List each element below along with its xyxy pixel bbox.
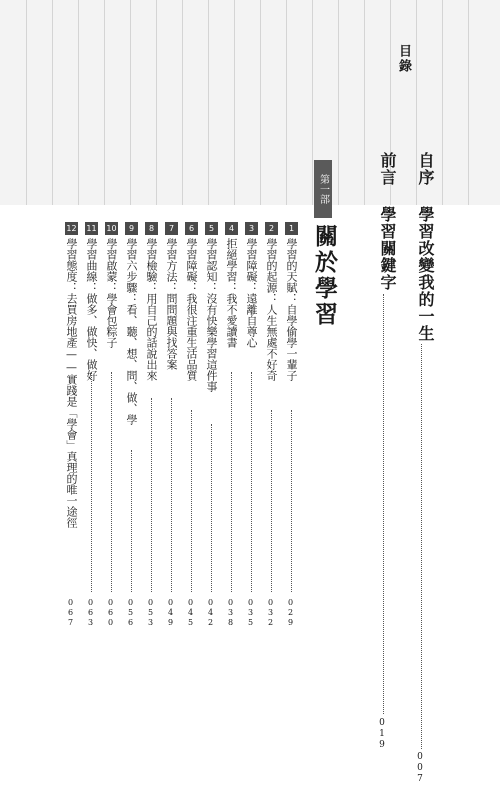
leader-dots	[251, 372, 254, 592]
chapter-number-badge: 8	[145, 222, 158, 235]
divider	[130, 0, 131, 205]
toc-entry[interactable]	[225, 222, 239, 634]
chapter-title: 學習的天賦：自學偷學一輩子	[285, 238, 298, 381]
toc-entry[interactable]	[245, 222, 259, 634]
chapter-number-badge: 10	[106, 224, 117, 233]
chapter-number-badge: 7	[165, 222, 178, 235]
leader-dots	[271, 410, 274, 592]
part-marker: 第一部	[314, 160, 332, 218]
toc-entry[interactable]	[265, 222, 279, 634]
divider	[182, 0, 183, 205]
divider	[260, 0, 261, 205]
leader-dots	[151, 398, 154, 592]
page-number: 029	[286, 598, 295, 628]
page-number: 056	[126, 598, 135, 628]
leader-dots	[231, 372, 234, 592]
leader-dots	[211, 424, 214, 592]
chapter-title: 學習認知：沒有快樂學習這件事	[205, 238, 218, 392]
divider	[78, 0, 79, 205]
page-number: 035	[246, 598, 255, 628]
page-number: 067	[66, 598, 75, 628]
chapter-title: 學習六步驟：看、聽、想、問、做、學	[125, 238, 138, 425]
chapter-number-badge: 5	[205, 222, 218, 235]
chapter-title: 學習的起源：人生無處不好奇	[265, 238, 278, 381]
part-title: 關於學習	[311, 224, 338, 328]
chapter-number-badge: 1	[285, 222, 298, 235]
divider	[312, 0, 313, 205]
divider	[52, 0, 53, 205]
chapter-title: 拒絕學習：我不愛讀書	[225, 238, 238, 348]
page-number: 038	[226, 598, 235, 628]
chapter-number-badge: 2	[265, 222, 278, 235]
page-number: 053	[146, 598, 155, 628]
toc-entry[interactable]	[125, 222, 139, 634]
divider	[286, 0, 287, 205]
page-number: 019	[377, 718, 387, 751]
entry-title: 前言 學習關鍵字	[378, 152, 397, 291]
chapter-number-badge: 11	[86, 224, 97, 233]
divider	[364, 0, 365, 205]
page-number: 042	[206, 598, 215, 628]
leader-dots	[91, 372, 94, 592]
page-number: 007	[415, 752, 425, 785]
leader-dots	[291, 410, 294, 592]
chapter-title: 學習方法：問問題與找答案	[165, 238, 178, 370]
leader-dots	[171, 398, 174, 592]
page-number: 045	[186, 598, 195, 628]
toc-entry[interactable]	[205, 222, 219, 634]
divider	[104, 0, 105, 205]
chapter-title: 學習曲線：做多、做快、做好	[85, 238, 98, 381]
toc-entry[interactable]	[165, 222, 179, 634]
chapter-number-badge: 3	[245, 222, 258, 235]
leader-dots	[111, 372, 114, 592]
chapter-number-badge: 9	[125, 222, 138, 235]
divider	[338, 0, 339, 205]
divider	[156, 0, 157, 205]
divider	[26, 0, 27, 205]
divider	[234, 0, 235, 205]
toc-entry[interactable]	[285, 222, 299, 634]
page-number: 060	[106, 598, 115, 628]
toc-entry[interactable]	[85, 222, 99, 634]
page-number: 063	[86, 598, 95, 628]
contents-title: 目錄	[396, 44, 411, 74]
chapter-title: 學習啟蒙：學會包粽子	[105, 238, 118, 348]
toc-entry[interactable]	[105, 222, 119, 634]
chapter-title: 學習檢驗：用自己的話說出來	[145, 238, 158, 381]
toc-entry[interactable]	[145, 222, 159, 634]
chapter-number-badge: 4	[225, 222, 238, 235]
leader-dots	[131, 450, 134, 592]
toc-entry[interactable]	[65, 222, 79, 634]
leader-dots	[383, 294, 386, 714]
chapter-number-badge: 12	[66, 224, 77, 233]
divider	[442, 0, 443, 205]
page-number: 032	[266, 598, 275, 628]
divider	[208, 0, 209, 205]
chapter-title: 學習障礙：遠離自尊心	[245, 238, 258, 348]
leader-dots	[191, 410, 194, 592]
chapter-title: 學習態度：去買房地產——實踐是「學會」真理的唯一途徑	[65, 238, 78, 528]
chapter-number-badge: 6	[185, 222, 198, 235]
chapter-title: 學習障礙：我很注重生活品質	[185, 238, 198, 381]
toc-entry[interactable]	[185, 222, 199, 634]
leader-dots	[421, 344, 424, 749]
divider	[468, 0, 469, 205]
entry-title: 自序 學習改變我的一生	[416, 152, 435, 342]
page-number: 049	[166, 598, 175, 628]
